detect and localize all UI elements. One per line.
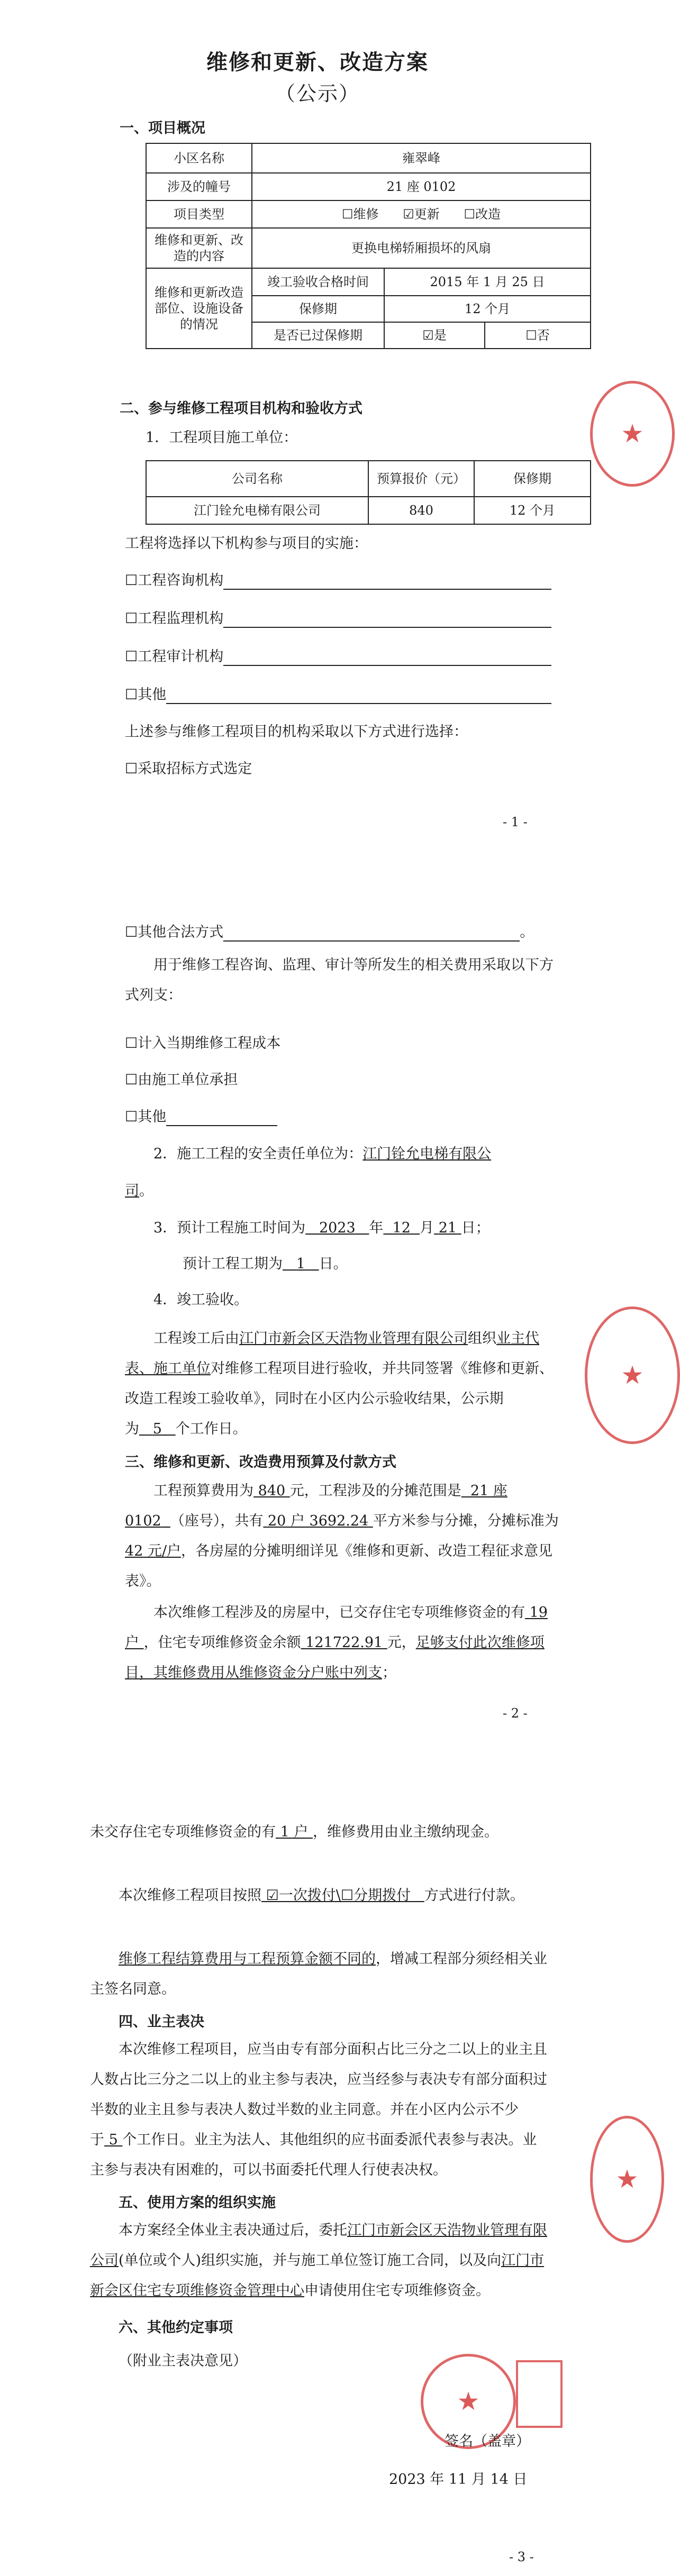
safety-unit: 江门铨允电梯有限公: [362, 1146, 492, 1162]
warranty-label: 保修期: [252, 296, 384, 322]
building-value: 21 座 0102: [252, 173, 591, 200]
official-seal-1: ★: [590, 381, 675, 487]
expired-yes: ☑是: [384, 322, 485, 349]
signature-label: 签名（盖章）: [445, 2433, 530, 2450]
start-month: 12: [392, 1220, 411, 1236]
contractor-table: [146, 460, 591, 525]
contractor-header-name: 公司名称: [146, 461, 368, 497]
page-number-3: - 3 -: [509, 2550, 534, 2564]
item2-line-2: 司。: [125, 1183, 153, 1199]
warranty-value: 12 个月: [384, 296, 591, 322]
period-line: 预计工程工期为 1 日。: [183, 1256, 348, 1272]
contractor-header-warranty: 保修期: [474, 461, 591, 497]
attachment-note: （附业主表决意见）: [119, 2353, 247, 2369]
budget-amount: 840: [258, 1483, 286, 1499]
share-standard: 42 元/户: [125, 1543, 182, 1559]
official-seal-3: ★: [590, 2116, 664, 2243]
signature-date: 2023 年 11 月 14 日: [389, 2471, 528, 2488]
fee-text: 用于维修工程咨询、监理、审计等所发生的相关费用采取以下方式列支：: [125, 957, 554, 1003]
building-label: 涉及的幢号: [146, 173, 252, 200]
section-2-heading: 二、参与维修工程项目机构和验收方式: [120, 400, 362, 417]
page-number-2: - 2 -: [503, 1706, 528, 1721]
other-method: ☐其他合法方式 。: [125, 924, 534, 940]
share-area: 3692.24: [309, 1513, 369, 1529]
contractor-header-budget: 预算报价（元）: [368, 461, 474, 497]
org-audit: ☐工程审计机构: [125, 647, 551, 666]
item4-text: 4．竣工验收。: [153, 1292, 249, 1308]
type-options: [252, 200, 591, 228]
project-overview-table: [146, 143, 591, 349]
budget-paragraph: 工程预算费用为 840 元，工程涉及的分摊范围是 21 座 0102 （座号），共有 20 户 3692.24 平方米参与分摊，分摊标准为42 元/户，各房屋的分摊明细详见《维修和更新、改造工程征求意见表》。: [125, 1483, 559, 1590]
acceptance-paragraph: 工程竣工后由江门市新会区天浩物业管理有限公司组织业主代表、施工单位对维修工程项目进行验收，并共同签署《维修和更新、改造工程竣工验收单》，同时在小区内公示验收结果，公示期为 5 个工作日。: [125, 1330, 554, 1437]
vote-paragraph: 本次维修工程项目，应当由专有部分面积占比三分之二以上的业主且人数占比三分之二以上的业主参与表决，应当经参与表决专有部分面积过半数的业主且参与表决人数过半数的业主同意。并在小区内公示不少于 5 个工作日。业主为法人、其他组织的应书面委派代表参与表决。业主参与表决有困难的，可以书面委托代理人行使表决权。: [90, 2041, 547, 2178]
section-1-heading: 一、项目概况: [120, 120, 205, 136]
type-option-renovate: ☐改造: [464, 207, 501, 222]
vote-publicity-days: 5: [108, 2132, 118, 2148]
contractor-warranty: 12 个月: [474, 497, 591, 524]
item3-line: 3．预计工程施工时间为 2023 年 12 月 21 日；: [153, 1220, 490, 1236]
page-number-1: - 1 -: [503, 815, 528, 829]
inspect-label: 竣工验收合格时间: [252, 268, 384, 296]
payment-mode: ☑一次拨付\☐分期拨付: [266, 1887, 411, 1904]
fund-balance: 121722.91: [305, 1634, 383, 1651]
community-label: 小区名称: [146, 143, 252, 173]
section-6-heading: 六、其他约定事项: [119, 2319, 233, 2336]
item1-text: 1．工程项目施工单位：: [146, 430, 298, 446]
type-label: 项目类型: [146, 200, 252, 228]
org-supervision: ☐工程监理机构: [125, 609, 551, 628]
org-consulting: ☐工程咨询机构: [125, 571, 551, 590]
deposited-households: 19 户: [125, 1604, 548, 1651]
implementation-company: 江门市新会区天浩物业管理有限公司: [90, 2222, 547, 2269]
type-option-update: ☑更新: [403, 207, 440, 222]
acceptance-days: 5: [152, 1421, 162, 1437]
method-text: 上述参与维修工程项目的机构采取以下方式进行选择：: [125, 724, 468, 740]
equip-label: 维修和更新改造部位、设施设备的情况: [146, 268, 252, 349]
undeposited-households: 1 户: [280, 1824, 309, 1840]
official-seal-2: ★: [585, 1307, 680, 1444]
period-days: 1: [296, 1256, 305, 1272]
item2-line: 2．施工工程的安全责任单位为：江门铨允电梯有限公: [153, 1146, 492, 1162]
org-other: ☐其他: [125, 686, 551, 704]
inspect-value: 2015 年 1 月 25 日: [384, 268, 591, 296]
expired-no: ☐否: [485, 322, 591, 349]
type-option-repair: ☐维修: [341, 207, 379, 222]
start-day: 21: [438, 1220, 457, 1236]
fee-option-contractor: ☐由施工单位承担: [125, 1072, 238, 1088]
expired-label: 是否已过保修期: [252, 322, 384, 349]
share-scope: 21 座 0102: [125, 1483, 507, 1529]
settlement-paragraph: 维修工程结算费用与工程预算金额不同的，增减工程部分须经相关业主签名同意。: [90, 1951, 547, 1997]
fund-center: 江门市新会区住宅专项维修资金管理中心: [90, 2252, 545, 2299]
acceptance-parties: 业主代表、施工单位: [125, 1330, 539, 1377]
content-value: 更换电梯轿厢损坏的风扇: [252, 228, 591, 268]
section-5-heading: 五、使用方案的组织实施: [119, 2195, 276, 2211]
method-option-tender: ☐采取招标方式选定: [125, 761, 252, 777]
contractor-name: 江门铨允电梯有限公司: [146, 497, 368, 524]
doc-subtitle: （公示）: [275, 82, 360, 105]
fee-option-other: ☐其他: [125, 1108, 277, 1126]
undeposited-paragraph: 未交存住宅专项维修资金的有 1 户 ，维修费用由业主缴纳现金。: [90, 1824, 498, 1840]
section-3-heading: 三、维修和更新、改造费用预算及付款方式: [125, 1454, 396, 1470]
choose-orgs-text: 工程将选择以下机构参与项目的实施：: [125, 535, 368, 552]
fee-option-cost: ☐计入当期维修工程成本: [125, 1035, 281, 1052]
funds-paragraph: 本次维修工程涉及的房屋中，已交存住宅专项维修资金的有 19 户 ，住宅专项维修资金余额 121722.91 元，足够支付此次维修项目，其维修费用从维修资金分户账中列支；: [125, 1604, 548, 1681]
implementation-paragraph: 本方案经全体业主表决通过后，委托江门市新会区天浩物业管理有限公司(单位或个人)组织实施，并与施工单位签订施工合同，以及向江门市新会区住宅专项维修资金管理中心申请使用住宅专项维修资金。: [90, 2222, 547, 2299]
acceptance-company: 江门市新会区天浩物业管理有限公司: [239, 1330, 468, 1347]
start-year: 2023: [319, 1220, 356, 1236]
section-4-heading: 四、业主表决: [119, 2014, 204, 2030]
payment-paragraph: 本次维修工程项目按照 ☑一次拨付\☐分期拨付 方式进行付款。: [119, 1887, 524, 1904]
households: 20 户: [267, 1513, 305, 1529]
content-label: 维修和更新、改造的内容: [146, 228, 252, 268]
contractor-budget: 840: [368, 497, 474, 524]
community-value: 雍翠峰: [252, 143, 591, 173]
company-seal-round: ★: [421, 2354, 516, 2449]
doc-title: 维修和更新、改造方案: [206, 50, 429, 75]
company-seal-rect: [516, 2360, 563, 2428]
